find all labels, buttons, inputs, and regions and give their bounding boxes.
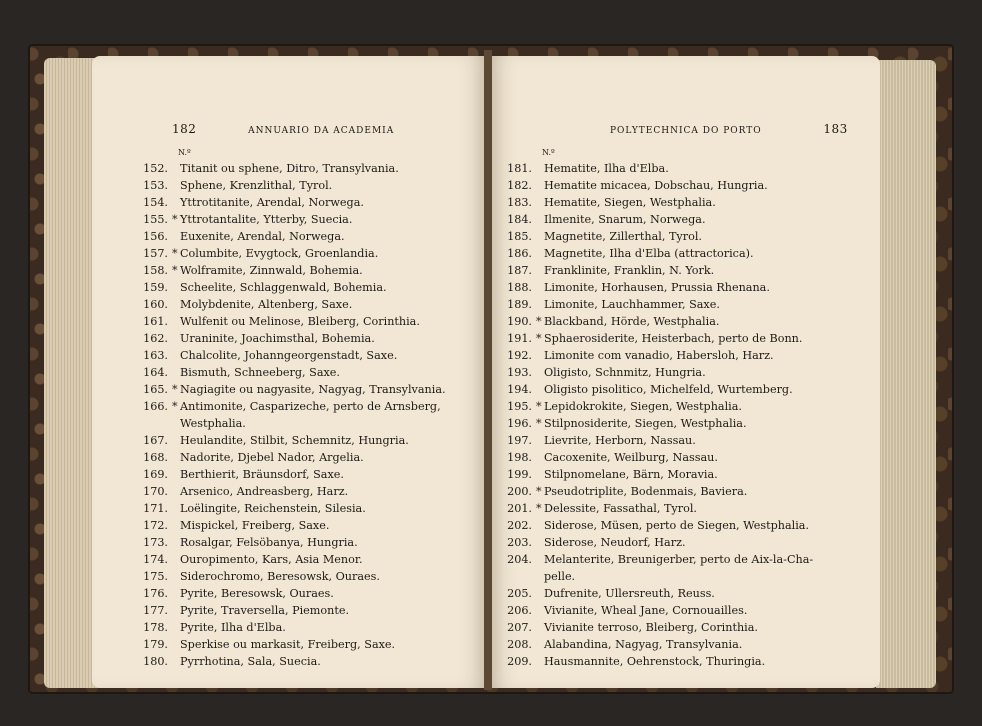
asterisk-mark <box>172 551 180 568</box>
entry-text: Lepidokrokite, Siegen, Westphalia. <box>544 400 742 413</box>
entry-number: 158. <box>143 264 168 277</box>
list-item <box>500 619 813 636</box>
left-number-label: N.º <box>178 148 191 157</box>
entry-text: Hematite, Ilha d'Elba. <box>544 162 669 175</box>
entry-number: 168. <box>143 451 168 464</box>
asterisk-mark: * <box>536 315 542 328</box>
entry-number: 174. <box>143 553 168 566</box>
entry-text: Stilpnosiderite, Siegen, Westphalia. <box>544 417 747 430</box>
entry-text: Pyrite, Ilha d'Elba. <box>180 621 286 634</box>
list-item <box>500 534 813 551</box>
list-item <box>500 466 813 483</box>
entry-number: 202. <box>507 519 532 532</box>
list-item <box>136 466 446 483</box>
asterisk-mark <box>172 636 180 653</box>
asterisk-mark <box>172 364 180 381</box>
entry-text: Cacoxenite, Weilburg, Nassau. <box>544 451 718 464</box>
entry-continuation: Westphalia. <box>180 417 246 430</box>
entry-number: 171. <box>143 502 168 515</box>
left-page-number: 182 <box>172 122 197 136</box>
entry-number: 200. <box>507 485 532 498</box>
asterisk-mark <box>536 381 544 398</box>
left-page <box>92 56 488 688</box>
entry-number: 199. <box>507 468 532 481</box>
entry-text: Mispickel, Freiberg, Saxe. <box>180 519 330 532</box>
asterisk-mark: * <box>172 383 178 396</box>
entry-text: Lievrite, Herborn, Nassau. <box>544 434 696 447</box>
list-item <box>500 585 813 602</box>
asterisk-mark <box>172 432 180 449</box>
entry-number: 181. <box>507 162 532 175</box>
entry-number: 169. <box>143 468 168 481</box>
entry-number: 188. <box>507 281 532 294</box>
asterisk-mark: * <box>536 400 542 413</box>
entry-number: 191. <box>507 332 532 345</box>
entry-text: Nagiagite ou nagyasite, Nagyag, Transylvania. <box>180 383 446 396</box>
entry-number: 163. <box>143 349 168 362</box>
entry-text: Ilmenite, Snarum, Norwega. <box>544 213 706 226</box>
entry-number: 208. <box>507 638 532 651</box>
asterisk-mark <box>536 653 544 670</box>
entry-text: Ouropimento, Kars, Asia Menor. <box>180 553 363 566</box>
entry-text: Pyrite, Beresowsk, Ouraes. <box>180 587 334 600</box>
asterisk-mark <box>536 466 544 483</box>
entry-text: Limonite com vanadio, Habersloh, Harz. <box>544 349 774 362</box>
entry-number: 177. <box>143 604 168 617</box>
entry-number: 154. <box>143 196 168 209</box>
list-item <box>136 517 446 534</box>
entry-text: Vivianite terroso, Bleiberg, Corinthia. <box>544 621 758 634</box>
entry-number: 180. <box>143 655 168 668</box>
entry-number: 197. <box>507 434 532 447</box>
list-item <box>136 534 446 551</box>
list-item <box>500 313 813 330</box>
entry-text: Chalcolite, Johanngeorgenstadt, Saxe. <box>180 349 398 362</box>
list-item <box>136 653 446 670</box>
entry-text: Franklinite, Franklin, N. York. <box>544 264 715 277</box>
list-item <box>500 177 813 194</box>
list-item <box>136 568 446 585</box>
entry-number: 161. <box>143 315 168 328</box>
entry-text: Melanterite, Breunigerber, perto de Aix-la-Cha- <box>544 553 814 566</box>
list-item <box>136 364 446 381</box>
entry-number: 187. <box>507 264 532 277</box>
entry-text: Berthierit, Bräunsdorf, Saxe. <box>180 468 344 481</box>
asterisk-mark <box>536 245 544 262</box>
entry-continuation: pelle. <box>544 570 576 583</box>
asterisk-mark <box>536 177 544 194</box>
entry-text: Sphene, Krenzlithal, Tyrol. <box>180 179 333 192</box>
list-item <box>136 245 446 262</box>
entry-text: Delessite, Fassathal, Tyrol. <box>544 502 697 515</box>
list-item <box>136 449 446 466</box>
list-item <box>500 602 813 619</box>
entry-number: 178. <box>143 621 168 634</box>
entry-text: Pyrite, Traversella, Piemonte. <box>180 604 350 617</box>
list-item <box>136 228 446 245</box>
list-item <box>500 296 813 313</box>
entry-number: 194. <box>507 383 532 396</box>
asterisk-mark <box>536 279 544 296</box>
asterisk-mark <box>172 653 180 670</box>
entry-number: 190. <box>507 315 532 328</box>
entry-number: 183. <box>507 196 532 209</box>
list-item <box>500 347 813 364</box>
list-item <box>500 381 813 398</box>
asterisk-mark <box>172 296 180 313</box>
list-item <box>136 432 446 449</box>
list-item <box>136 177 446 194</box>
asterisk-mark <box>536 551 544 568</box>
entry-text: Stilpnomelane, Bärn, Moravia. <box>544 468 718 481</box>
asterisk-mark <box>536 432 544 449</box>
entry-number: 170. <box>143 485 168 498</box>
entry-number: 162. <box>143 332 168 345</box>
entry-number: 206. <box>507 604 532 617</box>
list-item <box>136 398 446 415</box>
entry-text: Molybdenite, Altenberg, Saxe. <box>180 298 353 311</box>
entry-number: 201. <box>507 502 532 515</box>
asterisk-mark: * <box>536 485 542 498</box>
list-item <box>136 619 446 636</box>
asterisk-mark <box>172 568 180 585</box>
asterisk-mark: * <box>172 247 178 260</box>
right-page <box>488 56 880 688</box>
list-item <box>500 653 813 670</box>
asterisk-mark <box>536 602 544 619</box>
list-item <box>500 500 813 517</box>
list-item <box>500 636 813 653</box>
list-item <box>136 296 446 313</box>
list-item <box>500 228 813 245</box>
asterisk-mark <box>172 160 180 177</box>
asterisk-mark <box>172 466 180 483</box>
entry-text: Arsenico, Andreasberg, Harz. <box>180 485 349 498</box>
asterisk-mark <box>172 194 180 211</box>
asterisk-mark <box>172 619 180 636</box>
list-item <box>136 211 446 228</box>
asterisk-mark <box>172 228 180 245</box>
entry-number: 155. <box>143 213 168 226</box>
asterisk-mark <box>172 330 180 347</box>
entry-number: 167. <box>143 434 168 447</box>
asterisk-mark <box>172 483 180 500</box>
asterisk-mark <box>536 517 544 534</box>
entry-text: Wolframite, Zinnwald, Bohemia. <box>180 264 363 277</box>
entry-number: 184. <box>507 213 532 226</box>
entry-text: Uraninite, Joachimsthal, Bohemia. <box>180 332 375 345</box>
asterisk-mark <box>172 177 180 194</box>
entry-text: Sperkise ou markasit, Freiberg, Saxe. <box>180 638 396 651</box>
asterisk-mark <box>172 500 180 517</box>
asterisk-mark: * <box>536 502 542 515</box>
list-item <box>500 415 813 432</box>
asterisk-mark <box>172 313 180 330</box>
list-item <box>500 364 813 381</box>
list-item <box>136 313 446 330</box>
asterisk-mark <box>536 160 544 177</box>
list-item <box>136 160 446 177</box>
page-stack-right <box>876 60 936 688</box>
list-item <box>136 483 446 500</box>
list-item <box>500 517 813 534</box>
left-running-head <box>172 122 394 136</box>
entry-text: Siderochromo, Beresowsk, Ouraes. <box>180 570 380 583</box>
asterisk-mark <box>172 602 180 619</box>
entry-number: 164. <box>143 366 168 379</box>
list-item <box>500 262 813 279</box>
entry-text: Yttrotitanite, Arendal, Norwega. <box>180 196 364 209</box>
entry-text: Yttrotantalite, Ytterby, Suecia. <box>180 213 353 226</box>
entry-number: 179. <box>143 638 168 651</box>
entry-number: 159. <box>143 281 168 294</box>
list-item <box>136 262 446 279</box>
list-item <box>136 194 446 211</box>
list-item <box>136 500 446 517</box>
asterisk-mark <box>536 228 544 245</box>
entry-text: Nadorite, Djebel Nador, Argelia. <box>180 451 364 464</box>
entry-text: Rosalgar, Felsöbanya, Hungria. <box>180 536 358 549</box>
book-gutter <box>484 50 492 690</box>
asterisk-mark <box>172 279 180 296</box>
list-item <box>136 602 446 619</box>
entry-text: Limonite, Horhausen, Prussia Rhenana. <box>544 281 770 294</box>
entry-number: 152. <box>143 162 168 175</box>
asterisk-mark <box>536 636 544 653</box>
entry-text: Siderose, Neudorf, Harz. <box>544 536 686 549</box>
right-running-head <box>610 122 848 136</box>
list-item <box>500 449 813 466</box>
entry-text: Limonite, Lauchhammer, Saxe. <box>544 298 720 311</box>
list-item <box>500 160 813 177</box>
entry-text: Dufrenite, Ullersreuth, Reuss. <box>544 587 715 600</box>
entry-text: Hausmannite, Oehrenstock, Thuringia. <box>544 655 766 668</box>
left-mineral-list <box>136 160 446 670</box>
right-page-number: 183 <box>823 122 848 136</box>
asterisk-mark <box>172 534 180 551</box>
entry-text: Hematite micacea, Dobschau, Hungria. <box>544 179 768 192</box>
list-item <box>136 347 446 364</box>
asterisk-mark <box>536 211 544 228</box>
asterisk-mark <box>536 262 544 279</box>
entry-text: Euxenite, Arendal, Norwega. <box>180 230 345 243</box>
entry-text: Sphaerosiderite, Heisterbach, perto de Bonn. <box>544 332 803 345</box>
entry-text: Magnetite, Zillerthal, Tyrol. <box>544 230 702 243</box>
list-item <box>500 330 813 347</box>
asterisk-mark <box>536 296 544 313</box>
right-mineral-list <box>500 160 813 670</box>
list-item <box>136 381 446 398</box>
entry-text: Heulandite, Stilbit, Schemnitz, Hungria. <box>180 434 409 447</box>
list-item <box>136 636 446 653</box>
entry-text: Blackband, Hörde, Westphalia. <box>544 315 720 328</box>
entry-text: Wulfenit ou Melinose, Bleiberg, Corinthia. <box>180 315 420 328</box>
entry-text: Siderose, Müsen, perto de Siegen, Westphalia. <box>544 519 810 532</box>
asterisk-mark <box>536 449 544 466</box>
asterisk-mark <box>536 585 544 602</box>
list-item <box>500 483 813 500</box>
asterisk-mark <box>536 347 544 364</box>
entry-text: Antimonite, Casparizeche, perto de Arnsberg, <box>180 400 441 413</box>
entry-text: Titanit ou sphene, Ditro, Transylvania. <box>180 162 399 175</box>
entry-number: 196. <box>507 417 532 430</box>
entry-text: Hematite, Siegen, Westphalia. <box>544 196 716 209</box>
left-running-title: ANNUARIO DA ACADEMIA <box>248 126 395 136</box>
entry-number: 175. <box>143 570 168 583</box>
entry-text: Pyrrhotina, Sala, Suecia. <box>180 655 321 668</box>
asterisk-mark <box>536 194 544 211</box>
list-item <box>500 194 813 211</box>
entry-number: 160. <box>143 298 168 311</box>
entry-text: Magnetite, Ilha d'Elba (attractorica). <box>544 247 754 260</box>
asterisk-mark: * <box>172 264 178 277</box>
entry-number: 156. <box>143 230 168 243</box>
entry-text: Alabandina, Nagyag, Transylvania. <box>544 638 743 651</box>
entry-number: 207. <box>507 621 532 634</box>
asterisk-mark: * <box>172 400 178 413</box>
entry-text: Pseudotriplite, Bodenmais, Baviera. <box>544 485 748 498</box>
asterisk-mark <box>172 347 180 364</box>
list-item <box>136 279 446 296</box>
entry-number: 198. <box>507 451 532 464</box>
entry-text: Oligisto pisolitico, Michelfeld, Wurtemberg. <box>544 383 793 396</box>
asterisk-mark <box>536 619 544 636</box>
asterisk-mark <box>536 534 544 551</box>
right-number-label: N.º <box>542 148 555 157</box>
list-item <box>500 432 813 449</box>
asterisk-mark <box>172 449 180 466</box>
entry-number: 205. <box>507 587 532 600</box>
entry-number: 209. <box>507 655 532 668</box>
entry-text: Scheelite, Schlaggenwald, Bohemia. <box>180 281 387 294</box>
entry-text: Oligisto, Schnmitz, Hungria. <box>544 366 706 379</box>
entry-number: 176. <box>143 587 168 600</box>
entry-number: 195. <box>507 400 532 413</box>
entry-number: 204. <box>507 553 532 566</box>
entry-number: 153. <box>143 179 168 192</box>
asterisk-mark <box>536 364 544 381</box>
list-item <box>500 279 813 296</box>
entry-number: 173. <box>143 536 168 549</box>
entry-number: 157. <box>143 247 168 260</box>
asterisk-mark: * <box>536 332 542 345</box>
list-item <box>136 551 446 568</box>
entry-number: 172. <box>143 519 168 532</box>
asterisk-mark <box>172 585 180 602</box>
entry-number: 193. <box>507 366 532 379</box>
entry-text: Loëlingite, Reichenstein, Silesia. <box>180 502 366 515</box>
list-item <box>500 551 813 568</box>
asterisk-mark: * <box>172 213 178 226</box>
entry-number: 182. <box>507 179 532 192</box>
list-item <box>500 245 813 262</box>
list-item <box>136 585 446 602</box>
list-item <box>500 211 813 228</box>
entry-number: 185. <box>507 230 532 243</box>
list-item <box>136 330 446 347</box>
entry-text: Bismuth, Schneeberg, Saxe. <box>180 366 340 379</box>
asterisk-mark: * <box>536 417 542 430</box>
entry-number: 165. <box>143 383 168 396</box>
entry-text: Vivianite, Wheal Jane, Cornouailles. <box>544 604 748 617</box>
asterisk-mark <box>172 517 180 534</box>
entry-number: 203. <box>507 536 532 549</box>
list-item <box>500 398 813 415</box>
entry-number: 192. <box>507 349 532 362</box>
entry-text: Columbite, Evygtock, Groenlandia. <box>180 247 379 260</box>
right-running-title: POLYTECHNICA DO PORTO <box>610 126 762 136</box>
entry-number: 166. <box>143 400 168 413</box>
entry-number: 189. <box>507 298 532 311</box>
entry-number: 186. <box>507 247 532 260</box>
